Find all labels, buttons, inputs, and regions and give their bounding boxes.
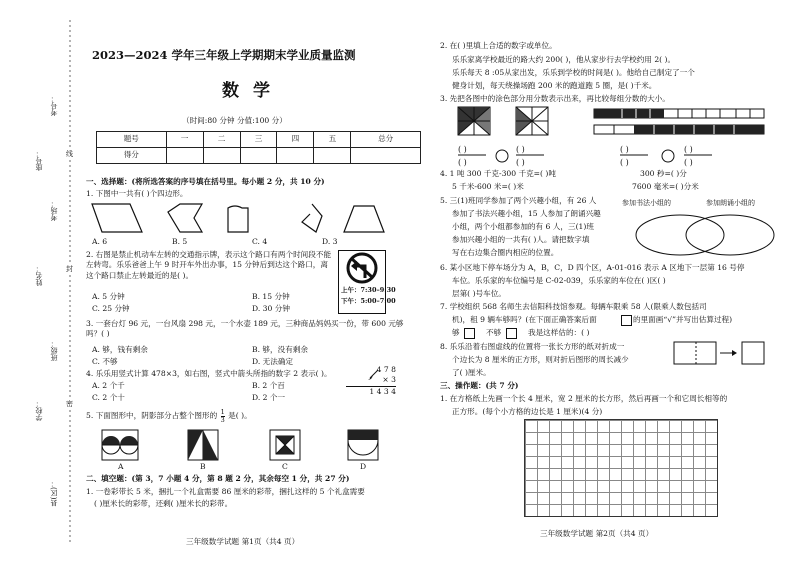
footer-left: 三年级数学试题 第1页（共4 页） xyxy=(186,537,300,546)
r-q7-line-a: 7. 学校组织 568 名师生去信阳科技馆参观。每辆车限乘 58 人(限乘人数包括司 xyxy=(440,302,707,311)
q5-figures xyxy=(100,428,400,468)
r-q7-line-c: 的里面画“√”并写出估算过程) xyxy=(633,315,733,324)
q4-text: 4. 乐乐用竖式计算 478×3，如右图，竖式中箭头所指的数字 2 表示( )。 xyxy=(86,369,332,378)
q5-figure-d xyxy=(348,430,378,460)
svg-text:( ): ( ) xyxy=(516,158,525,167)
q7-answer-box-inline[interactable] xyxy=(621,315,632,326)
score-input-cell[interactable] xyxy=(166,148,203,164)
score-input-cell[interactable] xyxy=(314,148,351,164)
q5-text xyxy=(86,409,252,423)
q4-option-c: C. 2 个十 xyxy=(92,393,125,402)
svg-text:( ): ( ) xyxy=(458,158,467,167)
q2-option-a: A. 5 分钟 xyxy=(92,292,125,301)
r-q8-line-c: 了( )厘米。 xyxy=(452,368,491,377)
score-cell: 总分 xyxy=(351,132,421,148)
section2-title: 二、填空题：(第 3，7 小题 4 分，第 8 题 2 分，其余每空 1 分，共 27 分) xyxy=(86,474,350,483)
section1-title: 一、选择题：(将所选答案的序号填在括号里。每小题 2 分，共 10 分) xyxy=(86,177,325,186)
r-q7-enough-label: 够 xyxy=(452,328,460,337)
score-row-label: 得分 xyxy=(97,148,167,164)
q2-option-b: B. 15 分钟 xyxy=(252,292,290,301)
r-q4-line-b: 300 秒=( )分 xyxy=(640,169,687,178)
r-q2-line-c: 健身计划，每天绕操场跑 200 米的跑道跑 5 圈，是( )千米。 xyxy=(452,81,657,90)
svg-text:( ): ( ) xyxy=(684,145,693,154)
exam-title: 2023—2024 学年三年级上学期期末学业质量监测 xyxy=(92,48,356,62)
no-left-turn-icon xyxy=(339,251,385,285)
q5-label-c: C xyxy=(282,462,288,471)
calc-line-3: 1 4 3 4 xyxy=(369,386,396,396)
q3-option-c: C. 不够 xyxy=(92,357,118,366)
r-q5-line-b: 参加了书法兴趣小组，15 人参加了朗诵兴趣 xyxy=(452,209,601,218)
svg-text:( ): ( ) xyxy=(620,145,629,154)
r-q7-line-b: 机)，租 9 辆车够吗？(在下面正确答案后面 xyxy=(452,315,597,324)
r-q7-notenough-label: 不够 xyxy=(486,328,502,337)
r-q2-line-a: 乐乐家离学校最近的路大约 200( )，他从家步行去学校约用 2( )。 xyxy=(452,55,676,64)
q4-option-b: B. 2 个百 xyxy=(252,381,285,390)
q1-shape-a xyxy=(92,204,142,232)
calc-line-1: 4 7 8 xyxy=(376,365,396,374)
q8-rectangle xyxy=(674,342,716,364)
q2-text: 2. 右图是禁止机动车左转的交通指示牌，表示这个路口有两个时间段不能左转弯。乐乐爸爸上午 9 时开车外出办事，15 分钟后到达这个路口，离这个路口禁止左转最近的是( )。 xyxy=(86,250,332,280)
side-school-label: 学校： xyxy=(35,400,43,421)
q1-option-a: A. 6 xyxy=(92,237,108,246)
s3-q1-line-a: 1. 在方格纸上先画一个长 4 厘米，宽 2 厘米的长方形，然后再画一个和它周长相等的 xyxy=(440,394,728,403)
r-q6-line-a: 6. 某小区地下停车场分为 A，B，C，D 四个区，A-01-016 表示 A 区地下一层第 16 号停 xyxy=(440,263,745,272)
score-table-header-row xyxy=(97,132,421,148)
score-input-cell[interactable] xyxy=(240,148,277,164)
q3-option-b: B. 够，没有剩余 xyxy=(252,345,308,354)
r-q8-line-b: 个边长为 8 厘米的正方形，则对折后图形的周长减少 xyxy=(452,355,629,364)
q5-text-a: 5. 下面图形中，阴影部分占整个图形的 xyxy=(86,411,218,420)
section3-title: 三、操作题：(共 7 分) xyxy=(440,381,519,390)
r-q3-title: 3. 先把各图中的涂色部分用分数表示出来，再比较每组分数的大小。 xyxy=(440,94,670,103)
q4-option-d: D. 2 个一 xyxy=(252,393,286,402)
time-info: （时间:80 分钟 分值:100 分） xyxy=(182,116,287,125)
q1-shape-b xyxy=(168,204,202,232)
side-exam-no-label: 考号： xyxy=(50,95,58,116)
q8-fold-figure xyxy=(672,340,772,370)
fraction-answer-blanks[interactable] xyxy=(458,145,712,167)
q3-option-d: D. 无法确定 xyxy=(252,357,294,366)
side-exam-room-label: 考场： xyxy=(50,200,58,221)
score-input-cell[interactable] xyxy=(351,148,421,164)
q3-text: 3. 一套台灯 96 元，一台风扇 298 元，一个水壶 189 元，三种商品妈妈买一份，带 600 元够吗？( ) xyxy=(86,319,404,339)
q2-option-c: C. 25 分钟 xyxy=(92,304,130,313)
q7-enough-checkbox[interactable] xyxy=(464,328,475,339)
r-q5-line-c: 小组，两个小组都参加的有 6 人，三(1)班 xyxy=(452,222,594,231)
svg-text:( ): ( ) xyxy=(458,145,467,154)
score-cell: 三 xyxy=(240,132,277,148)
r-q4-line-d: 7600 毫米=( )分米 xyxy=(632,182,699,191)
q5-figure-a xyxy=(102,430,138,460)
calc-line-2: × 3 xyxy=(346,375,396,386)
s2-q1-line-b: ( )厘米长的彩带，还剩( )厘米长的彩带。 xyxy=(94,499,233,508)
s2-q1-line-a: 1. 一卷彩带长 5 米，捆扎一个礼盒需要 86 厘米的彩带，捆扎这样的 5 个礼盒需要 xyxy=(86,487,365,496)
q5-fraction xyxy=(221,409,225,423)
q3-option-a: A. 够，钱有剩余 xyxy=(92,345,148,354)
fraction-square-1 xyxy=(458,107,490,135)
q1-option-b: B. 5 xyxy=(172,237,188,246)
r-q6-line-b: 车位。乐乐家的车位编号是 C-02-039，乐乐家的车位在( )区( ) xyxy=(452,276,666,285)
score-cell: 二 xyxy=(203,132,240,148)
r-q4-line-a: 4. 1 吨 300 千克-300 千克=( )吨 xyxy=(440,169,556,178)
side-class-label: 班级： xyxy=(50,340,58,361)
score-input-cell[interactable] xyxy=(277,148,314,164)
venn-right-set xyxy=(686,215,774,255)
r-q5-line-d: 参加兴趣小组的一共有( )人。请把数字填 xyxy=(452,235,590,244)
score-table xyxy=(96,131,421,164)
r-q6-line-c: 层第( )号车位。 xyxy=(452,289,506,298)
score-cell: 五 xyxy=(314,132,351,148)
svg-text:( ): ( ) xyxy=(516,145,525,154)
r-q3-figures xyxy=(456,105,794,175)
score-table-score-row xyxy=(97,148,421,164)
binding-dashed-line xyxy=(70,0,71,561)
q8-square xyxy=(742,342,764,364)
venn-diagram xyxy=(635,210,775,260)
q7-notenough-checkbox[interactable] xyxy=(506,328,517,339)
drawing-grid[interactable] xyxy=(524,419,718,517)
q5-figure-b xyxy=(188,430,218,460)
q5-figure-c xyxy=(270,430,300,460)
footer-right: 三年级数学试题 第2页（共4 页） xyxy=(540,529,654,538)
r-q7-estimation: 我是这样估的：( ) xyxy=(528,328,590,337)
q8-arrow-head xyxy=(732,350,737,356)
q1-text: 1. 下图中一共有( )个四边形。 xyxy=(86,189,188,198)
venn-right-label: 参加朗诵小组的 xyxy=(706,199,755,207)
q2-option-d: D. 30 分钟 xyxy=(252,304,290,313)
fraction-strip-2 xyxy=(594,125,764,134)
sign-pm-time: 下午：5:00–7:00 xyxy=(341,297,396,305)
q5-label-a: A xyxy=(118,462,124,471)
svg-text:( ): ( ) xyxy=(620,158,629,167)
q1-shape-d xyxy=(302,204,322,232)
score-input-cell[interactable] xyxy=(203,148,240,164)
score-cell: 一 xyxy=(166,132,203,148)
q1-shapes xyxy=(90,202,390,242)
calc-arrow-icon xyxy=(364,368,384,388)
fraction-square-2 xyxy=(516,107,548,135)
side-seat-no-label: 座号： xyxy=(35,150,43,171)
side-seal-char: 封 xyxy=(66,265,73,273)
r-q2-title: 2. 在( )里填上合适的数字或单位。 xyxy=(440,41,557,50)
sign-am-time: 上午：7:30–9:30 xyxy=(341,286,396,294)
q5-frac-den: 3 xyxy=(220,415,225,424)
r-q5-line-e: 写在右边集合圈内相应的位置。 xyxy=(452,248,559,257)
side-name-label: 姓名： xyxy=(35,265,43,286)
q5-frac-num: 1 xyxy=(220,408,225,416)
venn-left-label: 参加书法小组的 xyxy=(622,199,671,207)
q1-shape-e xyxy=(344,206,384,232)
q5-label-b: B xyxy=(200,462,206,471)
q1-option-d: D. 3 xyxy=(322,237,338,246)
q4-option-a: A. 2 个千 xyxy=(92,381,125,390)
r-q4-line-c: 5 千米-600 米=( )米 xyxy=(452,182,524,191)
q1-option-c: C. 4 xyxy=(252,237,268,246)
r-q8-line-a: 8. 乐乐沿着右图虚线的位置将一张长方形的纸对折成一 xyxy=(440,342,625,351)
r-q2-line-b: 乐乐每天 8 :05从家出发，乐乐到学校的时间是( )。他给自己制定了一个 xyxy=(452,68,695,77)
q1-shape-c xyxy=(228,206,248,232)
side-seal-char2: 密 xyxy=(66,400,73,408)
s3-q1-line-b: 正方形。(每个小方格的边长是 1 厘米)(4 分) xyxy=(452,407,603,416)
subject-title: 数学 xyxy=(222,81,284,101)
side-county-label: 县(区)： xyxy=(50,480,58,507)
score-cell: 题号 xyxy=(97,132,167,148)
q5-text-b: 是( )。 xyxy=(228,411,252,420)
q5-label-d: D xyxy=(360,462,367,471)
no-left-turn-sign xyxy=(338,250,396,314)
fraction-strip-1 xyxy=(594,109,764,118)
venn-left-set xyxy=(636,215,724,255)
score-cell: 四 xyxy=(277,132,314,148)
svg-text:( ): ( ) xyxy=(684,158,693,167)
r-q5-line-a: 5. 三(1)班同学参加了两个兴趣小组，有 26 人 xyxy=(440,196,597,205)
side-line-char: 线 xyxy=(66,150,73,158)
